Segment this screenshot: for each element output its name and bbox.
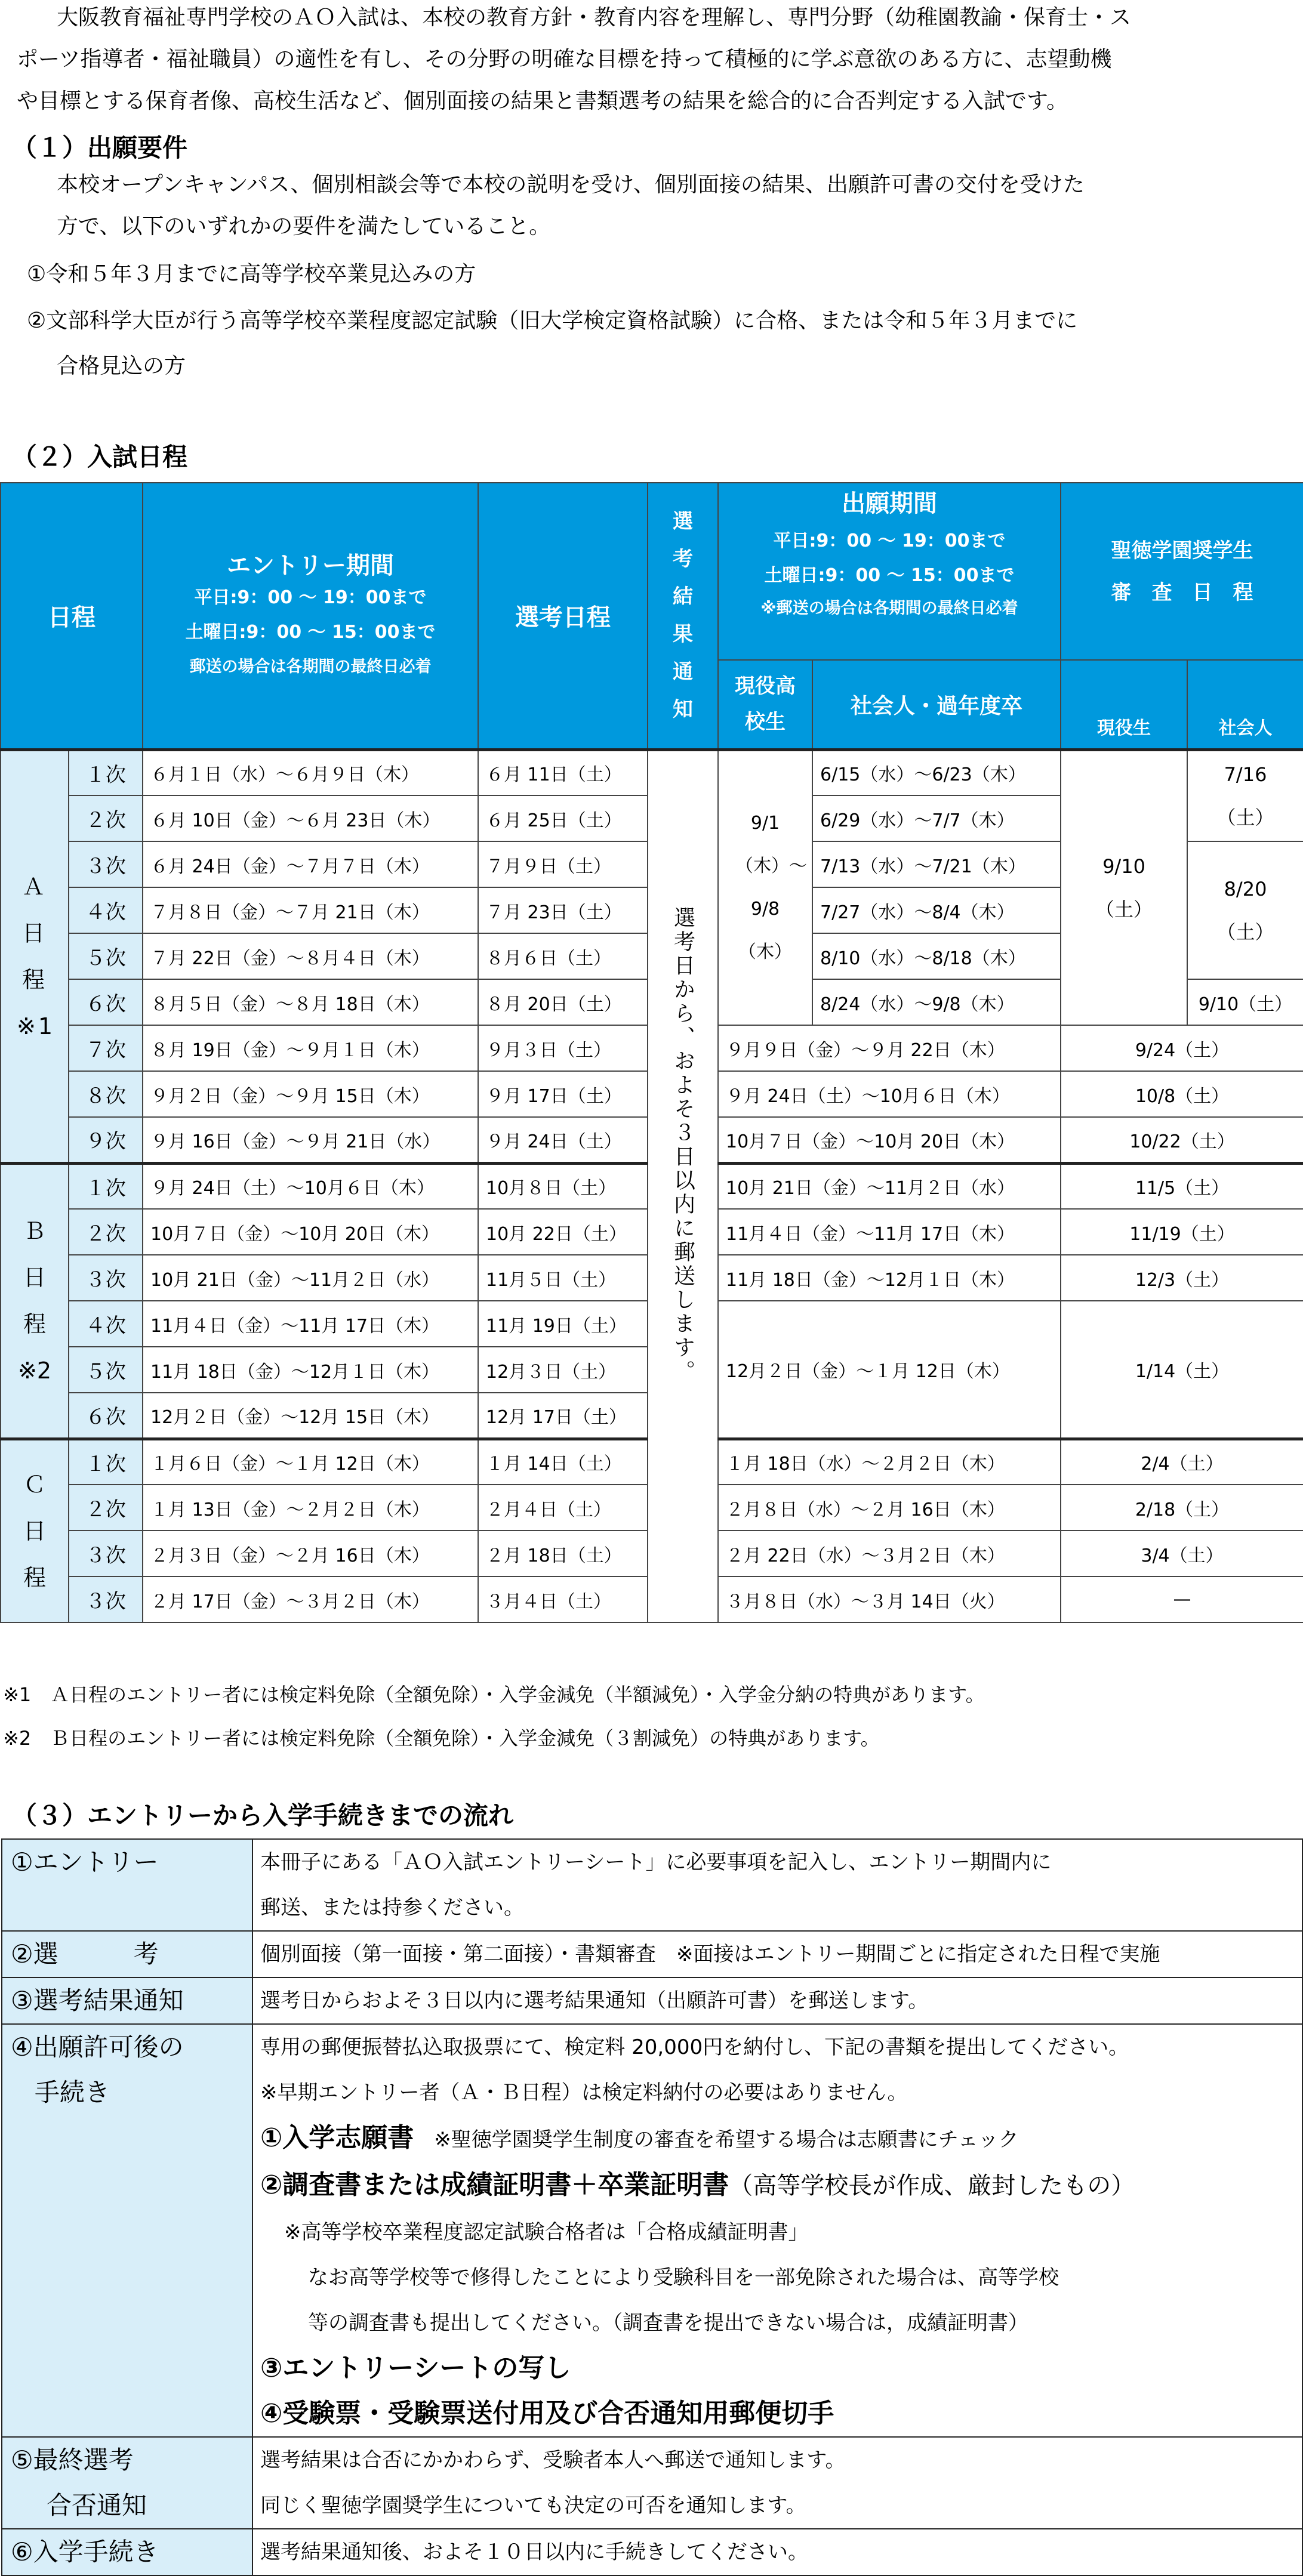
row-order: ６次: [69, 979, 143, 1025]
step-enrollment-body: 選考結果通知後、およそ１０日以内に手続きしてください。: [252, 2529, 1302, 2575]
row-apply: 7/13（水）〜7/21（木）: [812, 841, 1061, 887]
row-order: ３次: [69, 1577, 143, 1622]
row-entry: 12月２日（金）〜12月 15日（木）: [143, 1393, 478, 1439]
row-order: ２次: [69, 1485, 143, 1531]
table-row: [1, 749, 1303, 795]
row-apply: 12月２日（金）〜１月 12日（木）: [718, 1301, 1061, 1439]
step-final-body: 選考結果は合否にかかわらず、受験者本人へ郵送で通知します。 同じく聖徳学園奨学生についても決定の可否を通知します。: [252, 2437, 1302, 2529]
intro-line-3: や目標とする保育者像、高校生活など、個別面接の結果と書類選考の結果を総合的に合否判定する入試です。: [17, 89, 1068, 113]
row-exam: ８月６日（土）: [478, 933, 648, 979]
step-final-label: ⑤最終選考 合否通知: [2, 2437, 252, 2529]
row-apply: ２月 22日（水）〜３月２日（木）: [718, 1531, 1061, 1577]
row-entry: ８月 19日（金）〜９月１日（木）: [143, 1025, 478, 1071]
row-scholarship: 12/3（土）: [1061, 1255, 1303, 1301]
row-entry: ６月 24日（金）〜７月７日（木）: [143, 841, 478, 887]
row-exam: 12月３日（土）: [478, 1347, 648, 1393]
row-order: ３次: [69, 841, 143, 887]
row-apply: 8/24（水）〜9/8（木）: [812, 979, 1061, 1025]
row-scholarship: 10/22（土）: [1061, 1117, 1303, 1163]
section1-body-1: 本校オープンキャンパス、個別相談会等で本校の説明を受け、個別面接の結果、出願許可書の交付を受けた: [57, 172, 1085, 197]
row-order: ４次: [69, 887, 143, 933]
row-apply: ９月 24日（土）〜10月６日（木）: [718, 1071, 1061, 1117]
row-entry: ９月 24日（土）〜10月６日（木）: [143, 1163, 478, 1209]
row-exam: ９月 17日（土）: [478, 1071, 648, 1117]
row-exam: ３月４日（土）: [478, 1577, 648, 1622]
schedule-table: [0, 482, 1303, 1623]
row-exam: １月 14日（土）: [478, 1439, 648, 1485]
header-exam-date: 選考日程: [478, 483, 648, 749]
step-procedure-label: ④出願許可後の 手続き: [2, 2024, 252, 2437]
row-scholarship: 10/8（土）: [1061, 1071, 1303, 1117]
row-order: １次: [69, 1439, 143, 1485]
row-apply: 7/27（水）〜8/4（木）: [812, 887, 1061, 933]
row-entry: ２月３日（金）〜２月 16日（木）: [143, 1531, 478, 1577]
note-1: ※1 Ａ日程のエントリー者には検定料免除（全額免除）・入学金減免（半額減免）・入学金分納の特典があります。: [3, 1683, 985, 1706]
section1-title: （１）出願要件: [12, 133, 188, 162]
row-entry: ６月１日（水）〜６月９日（木）: [143, 749, 478, 795]
row-exam: 11月５日（土）: [478, 1255, 648, 1301]
step-selection-label: ②選 考: [2, 1931, 252, 1977]
group-b-label: Ｂ日程※2: [1, 1163, 69, 1439]
row-entry: １月６日（金）〜１月 12日（木）: [143, 1439, 478, 1485]
row-apply: 6/15（水）〜6/23（木）: [812, 749, 1061, 795]
row-scholar-adult: 9/10（土）: [1187, 979, 1303, 1025]
row-entry: 10月７日（金）〜10月 20日（木）: [143, 1209, 478, 1255]
row-apply: ９月９日（金）〜９月 22日（木）: [718, 1025, 1061, 1071]
row-order: ３次: [69, 1531, 143, 1577]
section3-title: （３）エントリーから入学手続きまでの流れ: [12, 1801, 514, 1830]
header-apply-hs: 現役高校生: [718, 660, 812, 749]
row-exam: ８月 20日（土）: [478, 979, 648, 1025]
row-apply: 11月 18日（金）〜12月１日（木）: [718, 1255, 1061, 1301]
row-scholarship: 11/5（土）: [1061, 1163, 1303, 1209]
row-exam: 12月 17日（土）: [478, 1393, 648, 1439]
row-order: ２次: [69, 795, 143, 841]
header-scholarship: 聖徳学園奨学生 審 査 日 程: [1061, 483, 1303, 660]
row-order: １次: [69, 1163, 143, 1209]
row-exam: ２月 18日（土）: [478, 1531, 648, 1577]
step-entry-body: 本冊子にある「ＡＯ入試エントリーシート」に必要事項を記入し、エントリー期間内に 郵送、または持参ください。: [252, 1839, 1302, 1931]
header-schedule: 日程: [1, 483, 143, 749]
row-scholarship: 2/18（土）: [1061, 1485, 1303, 1531]
row-order: ２次: [69, 1209, 143, 1255]
row-apply: 10月７日（金）〜10月 20日（木）: [718, 1117, 1061, 1163]
row-scholarship: 1/14（土）: [1061, 1301, 1303, 1439]
row-entry: ８月５日（金）〜８月 18日（木）: [143, 979, 478, 1025]
row-scholarship: 11/19（土）: [1061, 1209, 1303, 1255]
step-entry-label: ①エントリー: [2, 1839, 252, 1931]
group-a-label: Ａ日程※1: [1, 749, 69, 1163]
step-result-body: 選考日からおよそ３日以内に選考結果通知（出願許可書）を郵送します。: [252, 1977, 1302, 2024]
row-entry: １月 13日（金）〜２月２日（木）: [143, 1485, 478, 1531]
row-entry: 11月 18日（金）〜12月１日（木）: [143, 1347, 478, 1393]
header-scholar-hs: 現役生: [1061, 660, 1187, 749]
row-exam: ７月９日（土）: [478, 841, 648, 887]
row-exam: ６月 11日（土）: [478, 749, 648, 795]
row-scholarship: 9/24（土）: [1061, 1025, 1303, 1071]
row-apply: 11月４日（金）〜11月 17日（木）: [718, 1209, 1061, 1255]
row-entry: ６月 10日（金）〜６月 23日（木）: [143, 795, 478, 841]
row-exam: ９月３日（土）: [478, 1025, 648, 1071]
a-hs-scholar: 9/10（土）: [1061, 749, 1187, 1025]
step-procedure-body: 専用の郵便振替払込取扱票にて、検定料 20,000円を納付し、下記の書類を提出してください。 ※早期エントリー者（Ａ・Ｂ日程）は検定料納付の必要はありません。 ①入学志願書 ※聖徳学園奨学生制度の審査を希望する場合は志願書にチェック ②調査書または成績証明書＋卒業証明書（高等学校長が作成、厳封したもの） ※高等学校卒業程度認定試験合格者は「合格成績証明書」 なお高等学校等で修得したことにより受験科目を一部免除された場合は、高等学校 等の調査書も提出してください。（調査書を提出できない場合は，成績証明書） ③エントリーシートの写し ④受験票・受験票送付用及び合否通知用郵便切手: [252, 2024, 1302, 2437]
row-exam: ６月 25日（土）: [478, 795, 648, 841]
row-exam: 10月８日（土）: [478, 1163, 648, 1209]
row-order: ９次: [69, 1117, 143, 1163]
row-scholarship: 2/4（土）: [1061, 1439, 1303, 1485]
row-order: ５次: [69, 933, 143, 979]
row-order: １次: [69, 749, 143, 795]
row-entry: ２月 17日（金）〜３月２日（木）: [143, 1577, 478, 1622]
requirement-2: ②文部科学大臣が行う高等学校卒業程度認定試験（旧大学検定資格試験）に合格、または令和５年３月までに: [27, 308, 1078, 333]
row-order: ７次: [69, 1025, 143, 1071]
header-scholar-adult: 社会人: [1187, 660, 1303, 749]
step-result-label: ③選考結果通知: [2, 1977, 252, 2024]
section2-title: （２）入試日程: [12, 442, 188, 471]
step-selection-body: 個別面接（第一面接・第二面接）・書類審査 ※面接はエントリー期間ごとに指定された日程で実施: [252, 1931, 1302, 1977]
header-apply: 出願期間 平日:9：00 〜 19：00まで 土曜日:9：00 〜 15：00まで ※郵送の場合は各期間の最終日必着: [718, 483, 1061, 660]
row-scholar-adult: 8/20（土）: [1187, 841, 1303, 979]
row-apply: ３月８日（水）〜３月 14日（火）: [718, 1577, 1061, 1622]
group-c-label: Ｃ日程: [1, 1439, 69, 1622]
row-entry: ７月８日（金）〜７月 21日（木）: [143, 887, 478, 933]
row-order: ３次: [69, 1255, 143, 1301]
row-entry: ９月２日（金）〜９月 15日（木）: [143, 1071, 478, 1117]
row-exam: ７月 23日（土）: [478, 887, 648, 933]
result-notice-text: 選考日から、およそ３日以内に郵送します。: [648, 749, 718, 1622]
row-entry: 10月 21日（金）〜11月２日（水）: [143, 1255, 478, 1301]
section1-body-2: 方で、以下のいずれかの要件を満たしていること。: [57, 214, 551, 239]
row-entry: 11月４日（金）〜11月 17日（木）: [143, 1301, 478, 1347]
row-exam: ９月 24日（土）: [478, 1117, 648, 1163]
row-scholar-adult: 7/16（土）: [1187, 749, 1303, 841]
row-entry: ７月 22日（金）〜８月４日（木）: [143, 933, 478, 979]
row-scholarship: 3/4（土）: [1061, 1531, 1303, 1577]
row-order: ４次: [69, 1301, 143, 1347]
note-2: ※2 Ｂ日程のエントリー者には検定料免除（全額免除）・入学金減免（３割減免）の特典があります。: [3, 1727, 880, 1750]
row-apply: 10月 21日（金）〜11月２日（水）: [718, 1163, 1061, 1209]
row-apply: 8/10（水）〜8/18（木）: [812, 933, 1061, 979]
row-scholarship: —: [1061, 1577, 1303, 1622]
row-apply: ２月８日（水）〜２月 16日（木）: [718, 1485, 1061, 1531]
row-exam: ２月４日（土）: [478, 1485, 648, 1531]
row-order: ５次: [69, 1347, 143, 1393]
intro-line-1: 大阪教育福祉専門学校のＡＯ入試は、本校の教育方針・教育内容を理解し、専門分野（幼稚園教諭・保育士・ス: [57, 5, 1132, 30]
requirement-2-cont: 合格見込の方: [57, 354, 186, 378]
header-apply-adult: 社会人・過年度卒: [812, 660, 1061, 749]
row-order: ６次: [69, 1393, 143, 1439]
intro-line-2: ポーツ指導者・福祉職員）の適性を有し、その分野の明確な目標を持って積極的に学ぶ意欲のある方に、志望動機: [17, 47, 1112, 72]
row-exam: 11月 19日（土）: [478, 1301, 648, 1347]
row-apply: 6/29（水）〜7/7（木）: [812, 795, 1061, 841]
header-entry: エントリー期間 平日:9：00 〜 19：00まで 土曜日:9：00 〜 15：00まで 郵送の場合は各期間の最終日必着: [143, 483, 478, 749]
flow-table: [1, 1838, 1303, 2576]
row-order: ８次: [69, 1071, 143, 1117]
row-apply: １月 18日（水）〜２月２日（木）: [718, 1439, 1061, 1485]
header-result-notice: 選考結果通知: [648, 483, 718, 749]
requirement-1: ①令和５年３月までに高等学校卒業見込みの方: [27, 262, 476, 286]
row-exam: 10月 22日（土）: [478, 1209, 648, 1255]
row-entry: ９月 16日（金）〜９月 21日（水）: [143, 1117, 478, 1163]
step-enrollment-label: ⑥入学手続き: [2, 2529, 252, 2575]
a-hs-apply: 9/1（木）〜9/8（木）: [718, 749, 812, 1025]
